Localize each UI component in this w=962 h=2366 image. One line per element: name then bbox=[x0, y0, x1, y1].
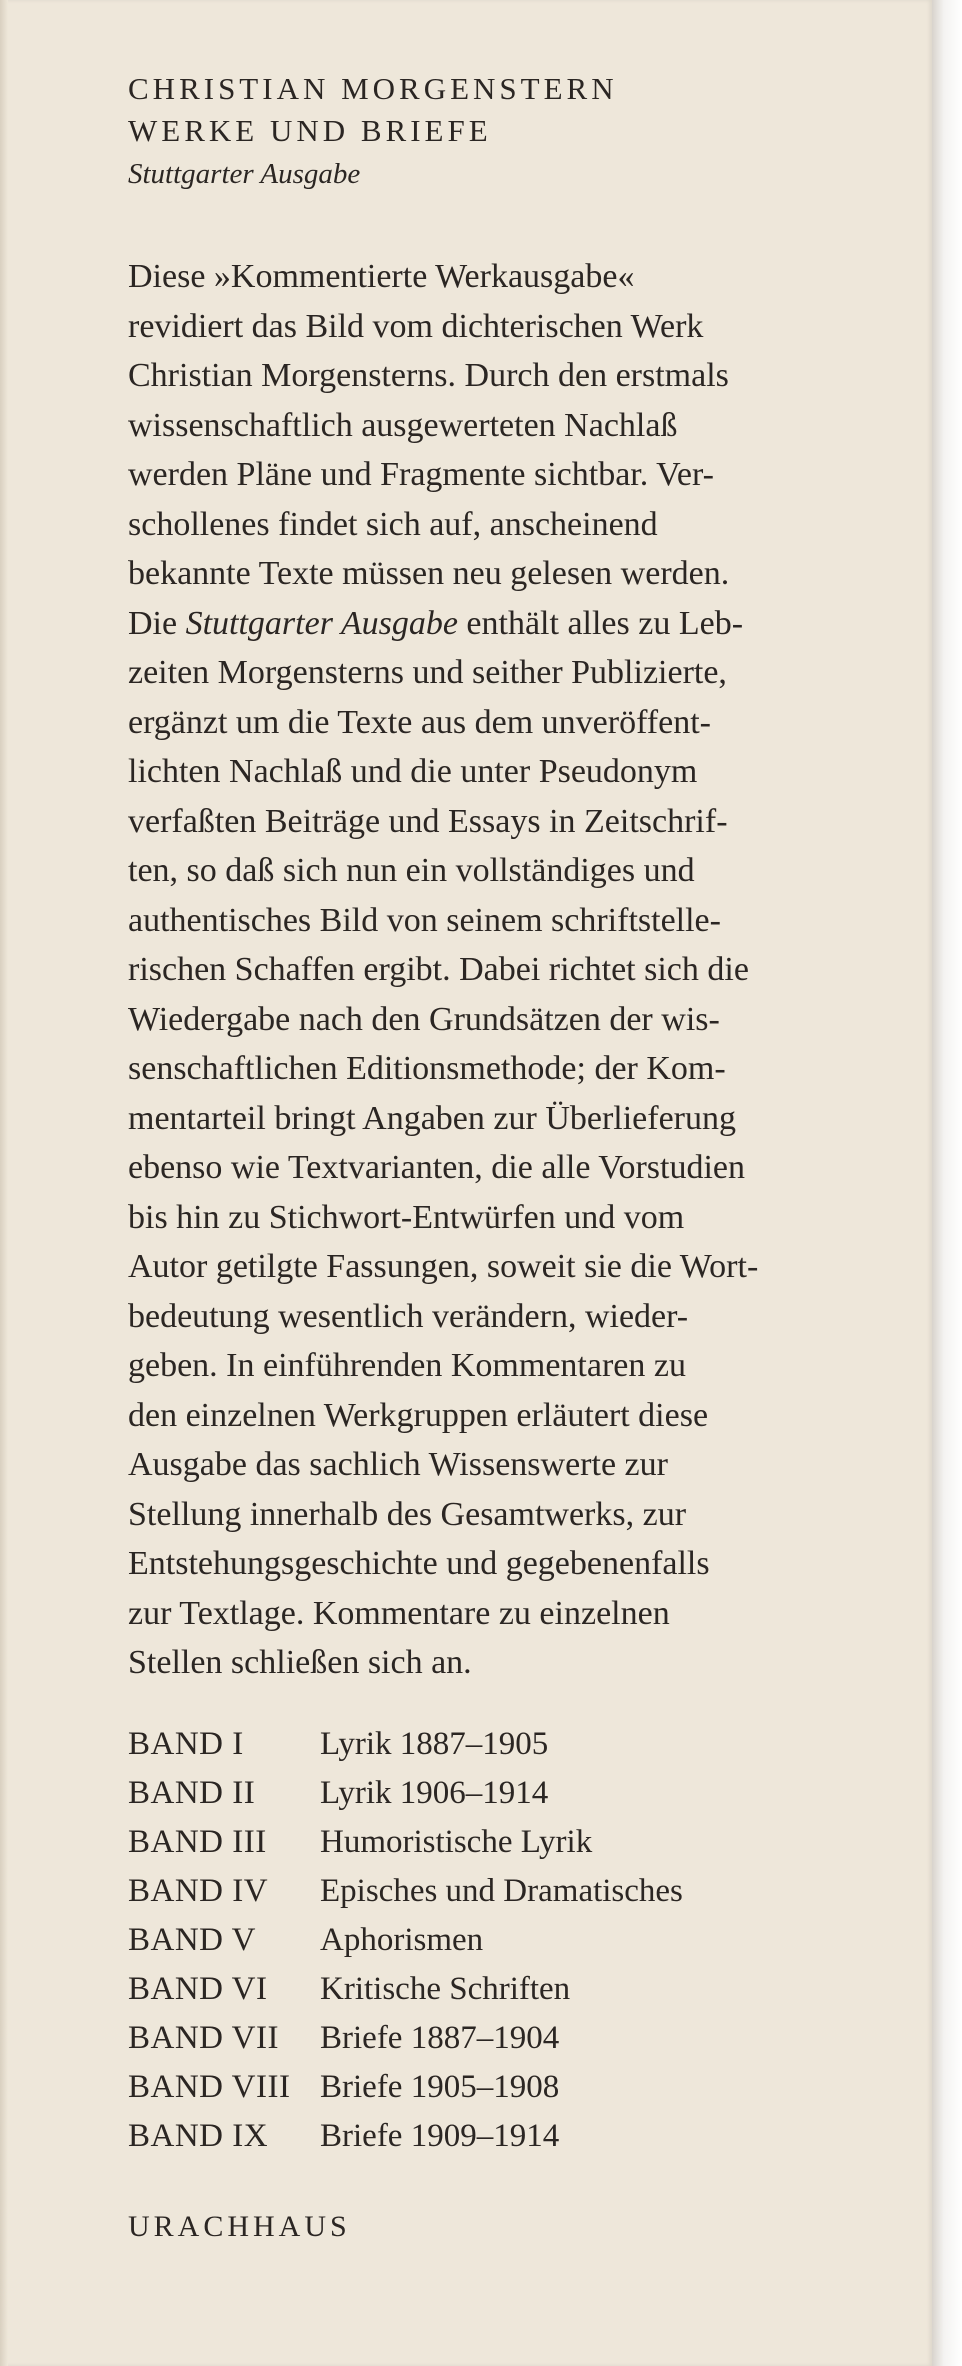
text-line: bedeutung wesentlich verändern, wieder- bbox=[128, 1297, 689, 1335]
volume-list bbox=[128, 1720, 683, 2161]
text-line: Autor getilgte Fassungen, soweit sie die Wort- bbox=[128, 1248, 759, 1285]
volume-number: BAND VI bbox=[128, 1971, 268, 2007]
volume-row bbox=[128, 2112, 683, 2161]
author-name: CHRISTIAN MORGENSTERN bbox=[128, 71, 618, 106]
volume-number: BAND IX bbox=[128, 2118, 269, 2154]
text-line: zeiten Morgensterns und seither Publizierte, bbox=[128, 654, 727, 691]
text-line: den einzelnen Werkgruppen erläutert diese bbox=[128, 1396, 709, 1434]
volume-row bbox=[128, 2014, 683, 2063]
header bbox=[128, 68, 618, 196]
text-line: Stellung innerhalb des Gesamtwerks, zur bbox=[128, 1495, 687, 1533]
text-line: Christian Morgensterns. Durch den erstmals bbox=[128, 357, 729, 394]
text-line: Entstehungsgeschichte und gegebenenfalls bbox=[128, 1545, 710, 1582]
volume-title: Lyrik 1906–1914 bbox=[320, 1775, 549, 1811]
text-line: bis hin zu Stichwort-Entwürfen und vom bbox=[128, 1198, 685, 1236]
text-line: ebenso wie Textvarianten, die alle Vorstudien bbox=[128, 1149, 746, 1186]
volume-title: Episches und Dramatisches bbox=[320, 1873, 683, 1909]
volume-number: BAND II bbox=[128, 1775, 256, 1811]
volume-title: Humoristische Lyrik bbox=[320, 1824, 593, 1860]
text-line: Wiedergabe nach den Grundsätzen der wis- bbox=[128, 1000, 720, 1038]
volume-title: Briefe 1905–1908 bbox=[320, 2069, 560, 2105]
publisher-name: URACHHAUS bbox=[128, 2210, 351, 2243]
volume-title: Briefe 1887–1904 bbox=[320, 2020, 560, 2056]
volume-row bbox=[128, 1818, 683, 1867]
description-text bbox=[128, 252, 868, 1688]
text-line-with-italic bbox=[128, 599, 868, 649]
volume-title: Briefe 1909–1914 bbox=[320, 2118, 560, 2154]
volume-number: BAND IV bbox=[128, 1873, 269, 1909]
adjacent-page-edge bbox=[932, 0, 962, 2366]
text-line: authentisches Bild von seinem schriftstelle- bbox=[128, 901, 721, 939]
volume-number: BAND V bbox=[128, 1922, 256, 1958]
page-edge bbox=[0, 0, 8, 2366]
text-line: mentarteil bringt Angaben zur Überlieferung bbox=[128, 1099, 736, 1137]
text-line: lichten Nachlaß und die unter Pseudonym bbox=[128, 753, 698, 790]
text-line: senschaftlichen Editionsmethode; der Kom- bbox=[128, 1050, 726, 1087]
volume-number: BAND I bbox=[128, 1726, 244, 1762]
volume-row bbox=[128, 1965, 683, 2014]
text-line: ten, so daß sich nun ein vollständiges und bbox=[128, 852, 695, 889]
italic-edition-name: Stuttgarter Ausgabe bbox=[185, 604, 458, 642]
volume-number: BAND VIII bbox=[128, 2069, 291, 2105]
volume-title: Aphorismen bbox=[320, 1922, 484, 1958]
text-line: rischen Schaffen ergibt. Dabei richtet sich die bbox=[128, 951, 749, 988]
text-line: Stellen schließen sich an. bbox=[128, 1644, 472, 1681]
volume-row bbox=[128, 2063, 683, 2112]
edition-subtitle: Stuttgarter Ausgabe bbox=[128, 158, 361, 190]
volume-number: BAND III bbox=[128, 1824, 267, 1860]
volume-row bbox=[128, 1867, 683, 1916]
volume-title: Kritische Schriften bbox=[320, 1971, 571, 2007]
text-fragment: enthält alles zu Leb- bbox=[457, 604, 744, 642]
text-line: Ausgabe das sachlich Wissenswerte zur bbox=[128, 1446, 668, 1483]
volume-row bbox=[128, 1720, 683, 1769]
volume-number: BAND VII bbox=[128, 2020, 279, 2056]
series-title: WERKE UND BRIEFE bbox=[128, 113, 492, 148]
volume-row bbox=[128, 1916, 683, 1965]
text-line: revidiert das Bild vom dichterischen Werk bbox=[128, 307, 704, 345]
text-line: zur Textlage. Kommentare zu einzelnen bbox=[128, 1594, 670, 1632]
text-line: bekannte Texte müssen neu gelesen werden. bbox=[128, 555, 730, 592]
text-line: verfaßten Beiträge und Essays in Zeitschrif- bbox=[128, 802, 728, 840]
text-line: ergänzt um die Texte aus dem unveröffent- bbox=[128, 703, 711, 741]
text-line: wissenschaftlich ausgewerteten Nachlaß bbox=[128, 406, 678, 444]
volume-row bbox=[128, 1769, 683, 1818]
volume-title: Lyrik 1887–1905 bbox=[320, 1726, 549, 1762]
text-line: geben. In einführenden Kommentaren zu bbox=[128, 1347, 686, 1384]
text-line: Diese »Kommentierte Werkausgabe« bbox=[128, 258, 635, 295]
text-line: werden Pläne und Fragmente sichtbar. Ver- bbox=[128, 456, 714, 493]
text-fragment: Die bbox=[128, 604, 186, 642]
text-line: schollenes findet sich auf, anscheinend bbox=[128, 505, 658, 543]
